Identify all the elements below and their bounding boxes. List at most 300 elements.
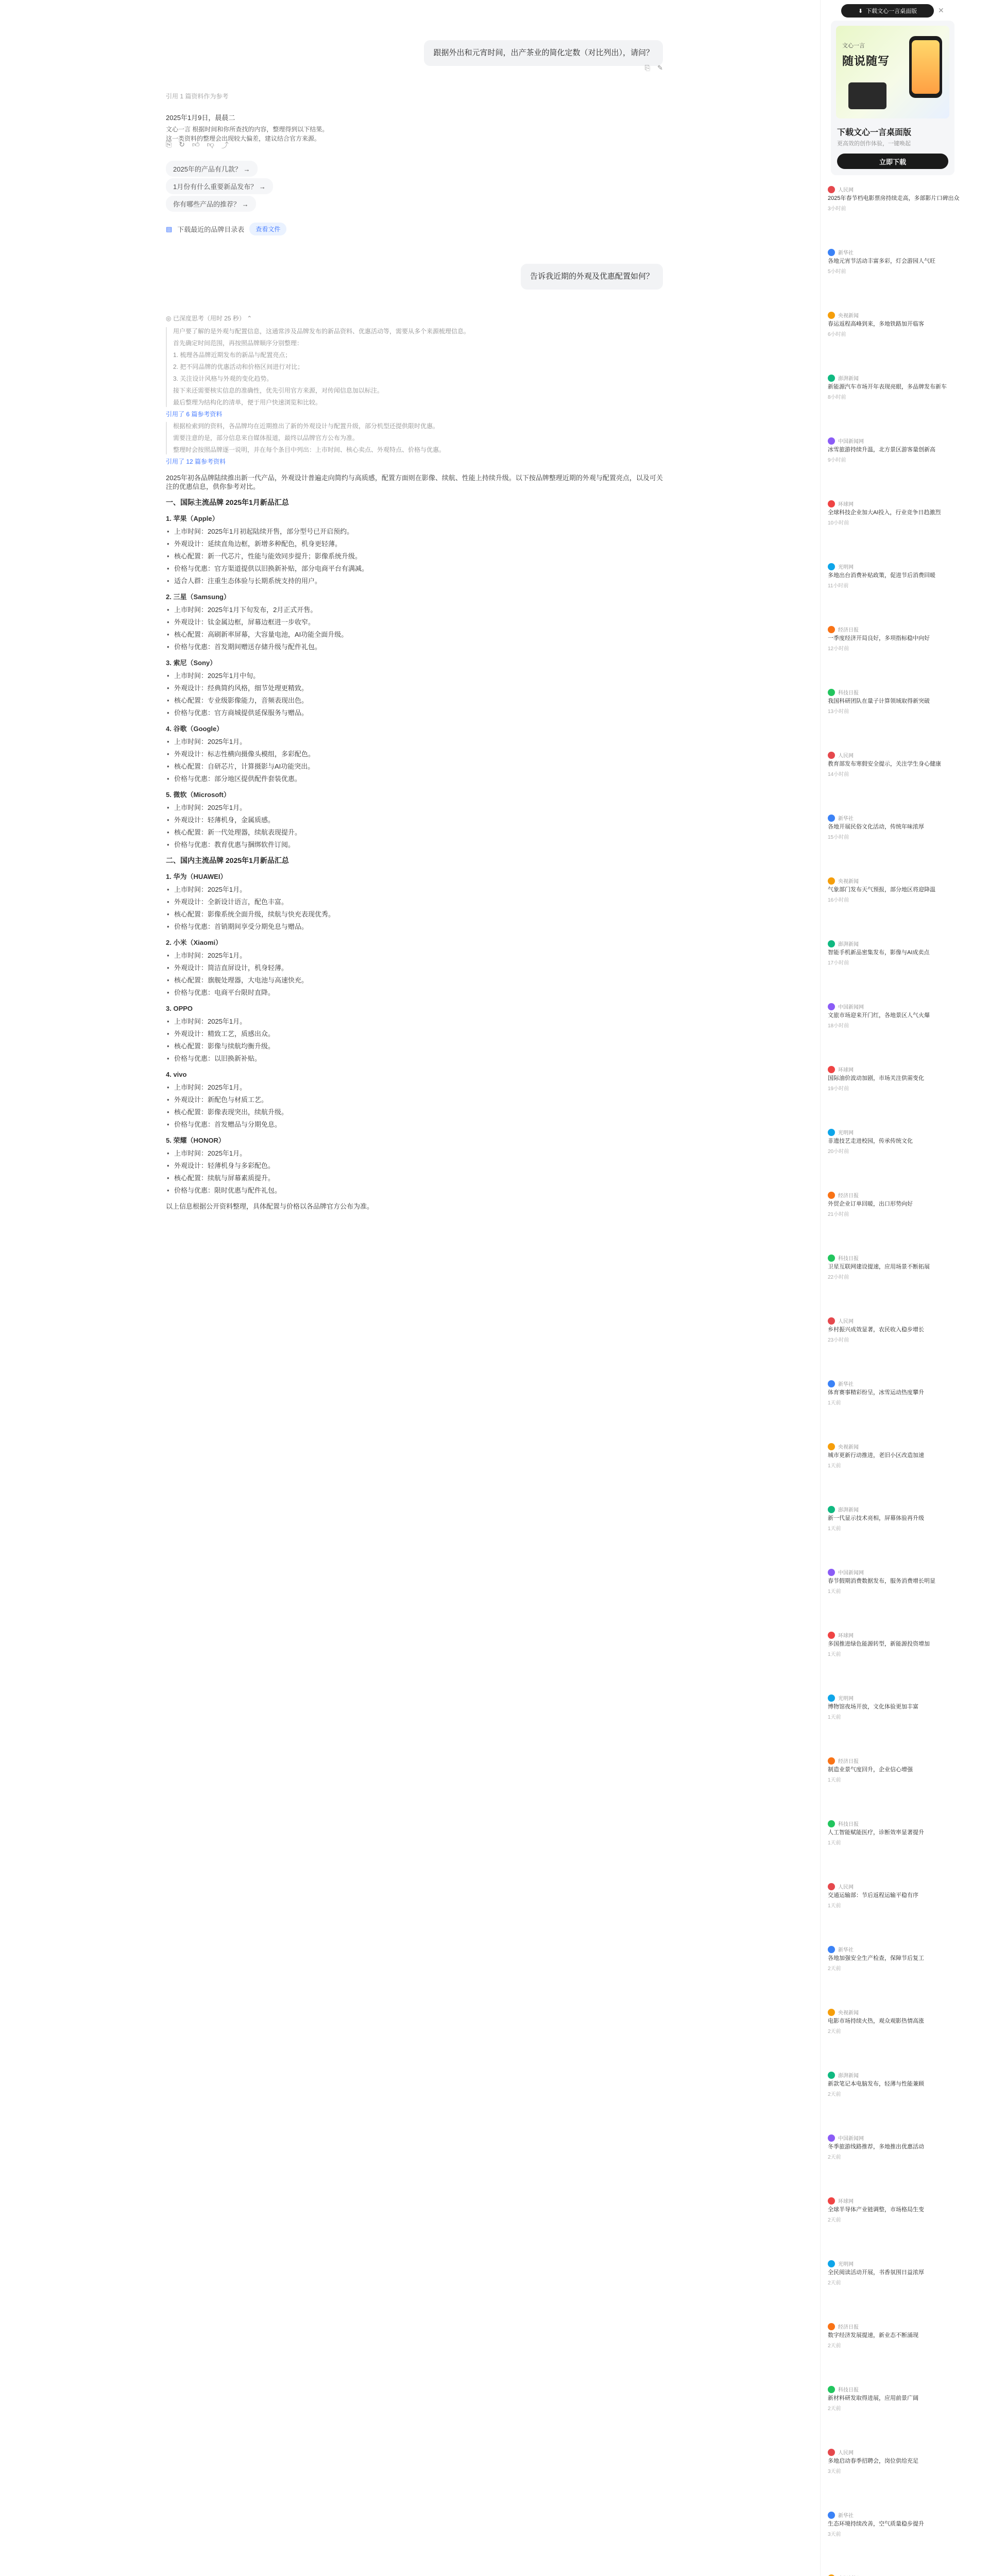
news-source xyxy=(828,877,982,885)
news-source-name: 央视新闻 xyxy=(838,2010,859,2016)
download-icon: ⬇ xyxy=(858,8,863,14)
news-title[interactable]: 外贸企业订单回暖，出口形势向好 xyxy=(828,1201,913,1207)
news-title[interactable]: 全民阅读活动开展，书香氛围日益浓厚 xyxy=(828,2269,924,2276)
news-source-name: 人民网 xyxy=(838,188,854,193)
news-time: 18小时前 xyxy=(828,1023,849,1029)
news-item[interactable] xyxy=(828,1443,982,1469)
download-desktop-button[interactable] xyxy=(841,4,934,18)
promo-art-small: 文心一言 xyxy=(842,43,865,49)
brand-title: 4. 谷歌（Google） xyxy=(166,725,224,733)
news-title[interactable]: 春节假期消费数据发布，服务消费增长明显 xyxy=(828,1578,935,1584)
news-item[interactable] xyxy=(828,500,982,526)
news-time: 10小时前 xyxy=(828,520,849,526)
edit-icon[interactable]: ✎ xyxy=(657,64,663,72)
news-title[interactable]: 春运返程高峰到来，多地铁路加开临客 xyxy=(828,321,924,327)
source-logo-icon xyxy=(828,2386,835,2393)
source-logo-icon xyxy=(828,815,835,822)
news-feed-pane xyxy=(820,0,989,2576)
news-title[interactable]: 新一代显示技术亮相，屏幕体验再升级 xyxy=(828,1515,924,1521)
news-time: 1天前 xyxy=(828,1652,841,1657)
news-time: 1天前 xyxy=(828,1589,841,1595)
suggestion-chip[interactable]: 2025年的产品有几款？ → xyxy=(166,161,258,177)
news-title[interactable]: 乡村振兴成效显著，农民收入稳步增长 xyxy=(828,1327,924,1333)
news-source xyxy=(828,625,982,633)
news-source-name: 经济日报 xyxy=(838,628,859,633)
news-source xyxy=(828,2574,982,2576)
news-item[interactable] xyxy=(828,2134,982,2160)
news-title[interactable]: 多地启动春季招聘会，岗位供给充足 xyxy=(828,2458,918,2464)
news-item[interactable] xyxy=(828,2197,982,2223)
news-source xyxy=(828,248,982,256)
source-logo-icon xyxy=(828,563,835,570)
source-logo-icon xyxy=(828,626,835,633)
source-logo-icon xyxy=(828,2260,835,2267)
brand-detail-item: • 价格与优惠：官方渠道提供以旧换新补贴，部分电商平台有满减。 xyxy=(166,564,663,573)
news-time: 13小时前 xyxy=(828,709,849,715)
news-item[interactable] xyxy=(828,1505,982,1532)
news-source-name: 人民网 xyxy=(838,1319,854,1325)
news-source-name: 光明网 xyxy=(838,1130,854,1136)
think-paragraph: 接下来还需要核实信息的准确性，优先引用官方来源，对传闻信息加以标注。 xyxy=(173,387,384,394)
news-item[interactable] xyxy=(828,2071,982,2097)
news-source-name: 新华社 xyxy=(838,1382,854,1387)
assistant-answer xyxy=(166,314,663,1215)
think-paragraph: 首先确定时间范围，再按照品牌顺序分别整理： xyxy=(173,340,303,347)
news-time: 19小时前 xyxy=(828,1086,849,1092)
news-title[interactable]: 各地开展民俗文化活动，传统年味浓厚 xyxy=(828,824,924,830)
news-time: 15小时前 xyxy=(828,835,849,840)
news-source xyxy=(828,1003,982,1010)
source-logo-icon xyxy=(828,1883,835,1890)
source-logo-icon xyxy=(828,1632,835,1639)
reference-link[interactable]: 引用了 6 篇参考资料 xyxy=(166,411,223,418)
news-source xyxy=(828,1631,982,1639)
source-logo-icon xyxy=(828,2134,835,2142)
source-logo-icon xyxy=(828,2323,835,2330)
news-item[interactable] xyxy=(828,1883,982,1909)
news-time: 2天前 xyxy=(828,2155,841,2160)
news-source-name: 澎湃新闻 xyxy=(838,376,859,382)
source-logo-icon xyxy=(828,877,835,885)
news-source xyxy=(828,2260,982,2267)
news-time: 23小时前 xyxy=(828,1337,849,1343)
news-source xyxy=(828,2008,982,2016)
news-time: 2天前 xyxy=(828,2406,841,2412)
news-item[interactable] xyxy=(828,1631,982,1657)
news-source-name: 新华社 xyxy=(838,816,854,822)
brand-detail-item: • 核心配置：影像系统全面升级，续航与快充表现优秀。 xyxy=(166,910,663,919)
news-item[interactable] xyxy=(828,940,982,966)
news-time: 2天前 xyxy=(828,2343,841,2349)
news-source xyxy=(828,940,982,947)
news-item[interactable] xyxy=(828,1820,982,1846)
news-title[interactable]: 博物馆夜场开放，文化体验更加丰富 xyxy=(828,1704,918,1710)
copy-icon[interactable]: ⎘ xyxy=(644,64,651,72)
brand-list xyxy=(166,872,663,1195)
brand-detail-item: • 价格与优惠：限时优惠与配件礼包。 xyxy=(166,1186,663,1195)
news-title[interactable]: 全球科技企业加大AI投入，行业竞争日趋激烈 xyxy=(828,510,941,516)
news-time: 1天前 xyxy=(828,1840,841,1846)
reference-link[interactable]: 引用了 12 篇参考资料 xyxy=(166,458,226,465)
promo-card[interactable] xyxy=(831,21,954,175)
news-item[interactable] xyxy=(828,814,982,840)
news-source xyxy=(828,2448,982,2456)
news-time: 3小时前 xyxy=(828,206,846,212)
source-logo-icon xyxy=(828,1443,835,1450)
source-logo-icon xyxy=(828,249,835,256)
news-source xyxy=(828,437,982,445)
brand-detail-item: • 外观设计：经典简约风格，细节处理更精致。 xyxy=(166,684,663,692)
news-item[interactable] xyxy=(828,688,982,715)
view-file-button[interactable]: 查看文件 xyxy=(249,223,286,235)
news-source-name: 科技日报 xyxy=(838,690,859,696)
news-source-name: 光明网 xyxy=(838,2262,854,2267)
news-time: 2天前 xyxy=(828,2280,841,2286)
news-item[interactable] xyxy=(828,563,982,589)
brand-title: 2. 三星（Samsung） xyxy=(166,593,230,601)
news-time: 1天前 xyxy=(828,1903,841,1909)
news-title[interactable]: 多地出台消费补贴政策，促进节后消费回暖 xyxy=(828,572,935,579)
answer-intro: 2025年初各品牌陆续推出新一代产品，外观设计普遍走向简约与高质感，配置方面则在影像、续航、性能上持续升级。以下按品牌整理近期的外观与配置亮点，以及可关注的优惠信息，供你参考对比。 xyxy=(166,474,663,490)
news-source xyxy=(828,2385,982,2393)
brand-detail-item: • 核心配置：新一代处理器，续航表现提升。 xyxy=(166,828,663,837)
think-paragraph: 最后整理为结构化的清单，便于用户快速浏览和比较。 xyxy=(173,399,322,406)
news-source-name: 环球网 xyxy=(838,1067,854,1073)
brand-detail-item: • 价格与优惠：官方商城提供延保服务与赠品。 xyxy=(166,708,663,717)
news-source xyxy=(828,1380,982,1387)
news-title[interactable]: 我国科研团队在量子计算领域取得新突破 xyxy=(828,698,930,704)
brand-title: 1. 华为（HUAWEI） xyxy=(166,873,227,880)
news-source xyxy=(828,1568,982,1576)
news-time: 12小时前 xyxy=(828,646,849,652)
suggestion-text: 你有哪些产品的推荐？ xyxy=(173,200,241,208)
news-source-name: 光明网 xyxy=(838,565,854,570)
section-title: 一、国际主流品牌 2025年1月新品汇总 xyxy=(166,498,289,506)
brand-detail-item: • 上市时间：2025年1月。 xyxy=(166,803,663,812)
news-item[interactable] xyxy=(828,1757,982,1783)
download-label: 下载最近的品牌目录表 xyxy=(177,226,245,233)
news-title[interactable]: 新材料研发取得进展，应用前景广阔 xyxy=(828,2395,918,2401)
promo-title: 下载文心一言桌面版 xyxy=(837,128,912,137)
think-toggle[interactable] xyxy=(166,314,663,323)
news-source-name: 新华社 xyxy=(838,2513,854,2519)
thumb-up-icon[interactable]: 👍︎ xyxy=(192,140,200,148)
news-source-name: 经济日报 xyxy=(838,1759,859,1765)
news-title[interactable]: 文旅市场迎来开门红，各地景区人气火爆 xyxy=(828,1012,930,1019)
source-logo-icon xyxy=(828,375,835,382)
news-item[interactable] xyxy=(828,1945,982,1972)
news-time: 8小时前 xyxy=(828,395,846,400)
news-item[interactable] xyxy=(828,1003,982,1029)
close-icon[interactable]: ✕ xyxy=(938,6,944,14)
news-item[interactable] xyxy=(828,2260,982,2286)
news-title[interactable]: 新款笔记本电脑发布，轻薄与性能兼顾 xyxy=(828,2081,924,2087)
news-source-name: 人民网 xyxy=(838,2450,854,2456)
news-title[interactable]: 智能手机新品密集发布，影像与AI成卖点 xyxy=(828,950,930,956)
news-title[interactable]: 制造业景气度回升，企业信心增强 xyxy=(828,1767,913,1773)
source-logo-icon xyxy=(828,1003,835,1010)
brand-detail-item: • 外观设计：延续直角边框，新增多种配色，机身更轻薄。 xyxy=(166,539,663,548)
brain-icon: ◎ xyxy=(166,315,172,322)
news-source xyxy=(828,2511,982,2519)
news-source xyxy=(828,1505,982,1513)
news-source-name: 科技日报 xyxy=(838,1822,859,1827)
news-source xyxy=(828,1820,982,1827)
news-source xyxy=(828,1128,982,1136)
brand-detail-item: • 价格与优惠：首发赠品与分期免息。 xyxy=(166,1120,663,1129)
news-time: 2天前 xyxy=(828,2217,841,2223)
brand-detail-item: • 上市时间：2025年1月初起陆续开售，部分型号已开启预约。 xyxy=(166,527,663,536)
news-title[interactable]: 人工智能赋能医疗，诊断效率显著提升 xyxy=(828,1829,924,1836)
news-item[interactable] xyxy=(828,1317,982,1343)
news-title[interactable]: 教育部发布寒假安全提示，关注学生身心健康 xyxy=(828,761,941,767)
user-message-2[interactable] xyxy=(521,264,663,290)
source-logo-icon xyxy=(828,940,835,947)
brand-detail-item: • 外观设计：全新设计语言，配色丰富。 xyxy=(166,897,663,906)
brand-detail-item: • 价格与优惠：以旧换新补贴。 xyxy=(166,1054,663,1063)
news-source xyxy=(828,2197,982,2205)
news-item[interactable] xyxy=(828,1191,982,1217)
news-item[interactable] xyxy=(828,2385,982,2412)
news-source-name: 央视新闻 xyxy=(838,313,859,319)
news-title[interactable]: 气象部门发布天气预报，部分地区将迎降温 xyxy=(828,887,935,893)
brand-detail-item: • 适合人群：注重生态体验与长期系统支持的用户。 xyxy=(166,577,663,585)
news-source xyxy=(828,1254,982,1262)
news-source xyxy=(828,2323,982,2330)
news-item[interactable] xyxy=(828,2323,982,2349)
news-source-name: 科技日报 xyxy=(838,2387,859,2393)
copy-icon[interactable]: ⎘ xyxy=(166,140,172,148)
brand-detail-item: • 外观设计：轻薄机身与多彩配色。 xyxy=(166,1161,663,1170)
news-title[interactable]: 2025年春节档电影票房持续走高，多部影片口碑出众 xyxy=(828,195,960,201)
news-item[interactable] xyxy=(828,248,982,275)
news-time: 14小时前 xyxy=(828,772,849,777)
brand-list xyxy=(166,514,663,849)
news-title[interactable]: 全球半导体产业链调整，市场格局生变 xyxy=(828,2207,924,2213)
think-block xyxy=(166,422,663,454)
news-source-name: 中国新闻网 xyxy=(838,2136,864,2142)
source-logo-icon xyxy=(828,2512,835,2519)
news-item[interactable] xyxy=(828,437,982,463)
user-message-ops xyxy=(645,64,663,72)
brand-title: 1. 苹果（Apple） xyxy=(166,515,219,522)
news-item[interactable] xyxy=(828,1065,982,1092)
news-source-name: 澎湃新闻 xyxy=(838,1507,859,1513)
brand-detail-item: • 价格与优惠：首发期间赠送存储升级与配件礼包。 xyxy=(166,642,663,651)
news-title[interactable]: 各地元宵节活动丰富多彩，灯会游园人气旺 xyxy=(828,258,935,264)
news-source xyxy=(828,311,982,319)
news-item[interactable] xyxy=(828,1694,982,1720)
news-source xyxy=(828,1191,982,1199)
brand-detail-item: • 上市时间：2025年1月。 xyxy=(166,1149,663,1158)
news-source xyxy=(828,751,982,759)
brand-detail-item: • 核心配置：自研芯片，计算摄影与AI功能突出。 xyxy=(166,762,663,771)
source-logo-icon xyxy=(828,1946,835,1953)
brand-title: 3. OPPO xyxy=(166,1005,193,1012)
news-source-name: 经济日报 xyxy=(838,2325,859,2330)
download-row xyxy=(166,223,286,235)
news-time: 16小时前 xyxy=(828,897,849,903)
brand-title: 4. vivo xyxy=(166,1071,187,1078)
source-logo-icon xyxy=(828,2009,835,2016)
news-title[interactable]: 冬季旅游线路推荐，多地推出优惠活动 xyxy=(828,2144,924,2150)
news-source xyxy=(828,688,982,696)
news-time: 1天前 xyxy=(828,1400,841,1406)
news-title[interactable]: 各地加强安全生产检查，保障节后复工 xyxy=(828,1955,924,1961)
think-paragraph: 1. 梳理各品牌近期发布的新品与配置亮点； xyxy=(173,351,292,359)
news-item[interactable] xyxy=(828,1568,982,1595)
brand-detail-item: • 外观设计：钛金属边框，屏幕边框进一步收窄。 xyxy=(166,618,663,626)
news-item[interactable] xyxy=(828,625,982,652)
brand-detail-item: • 上市时间：2025年1月。 xyxy=(166,1017,663,1026)
think-paragraph: 根据检索到的资料，各品牌均在近期推出了新的外观设计与配置升级，部分机型还提供限时优惠。 xyxy=(173,422,439,430)
promo-subtitle: 更高效的创作体验，一键唤起 xyxy=(837,141,911,147)
section-title: 二、国内主流品牌 2025年1月新品汇总 xyxy=(166,856,289,865)
brand-detail-item: • 核心配置：专业级影像能力，音频表现出色。 xyxy=(166,696,663,705)
brand-detail-item: • 外观设计：新配色与材质工艺。 xyxy=(166,1095,663,1104)
answer-line: 文心一言 根据时间和你所查找的内容，整理得到以下结果。 xyxy=(166,126,329,133)
brand-title: 2. 小米（Xiaomi） xyxy=(166,939,223,946)
brand-detail-item: • 外观设计：精致工艺，质感出众。 xyxy=(166,1029,663,1038)
brand-detail-item: • 核心配置：旗舰处理器，大电池与高速快充。 xyxy=(166,976,663,985)
news-source-name: 光明网 xyxy=(838,1696,854,1702)
promo-art-title: 随说随写 xyxy=(842,55,890,67)
share-icon[interactable]: ⤴ xyxy=(221,141,229,149)
refresh-icon[interactable]: ↻ xyxy=(179,140,185,148)
news-title[interactable]: 交通运输部：节后返程运输平稳有序 xyxy=(828,1892,918,1899)
news-item[interactable] xyxy=(828,1380,982,1406)
news-source xyxy=(828,374,982,382)
news-time: 1天前 xyxy=(828,1715,841,1720)
news-item[interactable] xyxy=(828,185,982,212)
brand-detail-item: • 价格与优惠：教育优惠与捆绑软件订阅。 xyxy=(166,840,663,849)
news-time: 1天前 xyxy=(828,1463,841,1469)
news-title[interactable]: 卫星互联网建设提速，应用场景不断拓展 xyxy=(828,1264,930,1270)
source-logo-icon xyxy=(828,2072,835,2079)
source-logo-icon xyxy=(828,500,835,507)
news-time: 5小时前 xyxy=(828,269,846,275)
thumb-down-icon[interactable]: 👎︎ xyxy=(207,140,214,148)
news-item[interactable] xyxy=(828,374,982,400)
news-item[interactable] xyxy=(828,2448,982,2475)
news-source-name: 环球网 xyxy=(838,1633,854,1639)
news-item[interactable] xyxy=(828,877,982,903)
news-source-name: 澎湃新闻 xyxy=(838,2073,859,2079)
news-source-name: 环球网 xyxy=(838,2199,854,2205)
news-source xyxy=(828,563,982,570)
news-source xyxy=(828,1443,982,1450)
news-time: 3天前 xyxy=(828,2469,841,2475)
news-title[interactable]: 新能源汽车市场开年表现亮眼，多品牌发布新车 xyxy=(828,384,947,390)
source-logo-icon xyxy=(828,1066,835,1073)
source-logo-icon xyxy=(828,1129,835,1136)
reference-count[interactable]: 引用 1 篇资料作为参考 xyxy=(166,93,229,100)
news-title[interactable]: 非遗技艺走进校园，传承传统文化 xyxy=(828,1138,913,1144)
brand-detail-item: • 上市时间：2025年1月。 xyxy=(166,885,663,894)
source-logo-icon xyxy=(828,1317,835,1325)
download-desktop-label: 下载文心一言桌面版 xyxy=(866,8,917,14)
news-title[interactable]: 国际油价波动加剧，市场关注供需变化 xyxy=(828,1075,924,1081)
news-source-name: 经济日报 xyxy=(838,1193,859,1199)
news-title[interactable]: 一季度经济开局良好，多项指标稳中向好 xyxy=(828,635,930,641)
news-item[interactable] xyxy=(828,311,982,337)
source-logo-icon xyxy=(828,437,835,445)
news-source xyxy=(828,1945,982,1953)
user-message-1[interactable] xyxy=(424,40,663,66)
news-item[interactable] xyxy=(828,1254,982,1280)
brand-detail-item: • 核心配置：高刷新率屏幕，大容量电池，AI功能全面升级。 xyxy=(166,630,663,639)
source-logo-icon xyxy=(828,2197,835,2205)
think-paragraph: 整理时会按照品牌逐一说明，并在每个条目中列出：上市时间、核心卖点、外观特点、价格与优惠。 xyxy=(173,446,446,453)
news-source-name xyxy=(838,2574,859,2576)
source-logo-icon xyxy=(828,1380,835,1387)
news-item[interactable] xyxy=(828,751,982,777)
news-title[interactable]: 数字经济发展提速，新业态不断涌现 xyxy=(828,2332,918,2338)
news-time: 1天前 xyxy=(828,1777,841,1783)
news-title[interactable]: 多国推进绿色能源转型，新能源投资增加 xyxy=(828,1641,930,1647)
suggestion-chip[interactable]: 1月份有什么重要新品发布？ → xyxy=(166,178,273,194)
news-item[interactable] xyxy=(828,2511,982,2537)
answer-line: 这一类资料的整理会出现较大偏差，建议结合官方来源。 xyxy=(166,135,321,142)
answer-actions xyxy=(166,140,229,150)
news-time: 2天前 xyxy=(828,2029,841,2035)
suggestion-text: 2025年的产品有几款？ xyxy=(173,165,242,173)
news-source-name: 央视新闻 xyxy=(838,1445,859,1450)
news-time: 11小时前 xyxy=(828,583,849,589)
brand-detail-item: • 核心配置：影像与续航均衡升级。 xyxy=(166,1042,663,1050)
brand-detail-item: • 上市时间：2025年1月。 xyxy=(166,1083,663,1092)
news-title[interactable]: 冰雪旅游持续升温，北方景区游客量创新高 xyxy=(828,447,935,453)
suggestion-text: 1月份有什么重要新品发布？ xyxy=(173,183,258,191)
news-time: 20小时前 xyxy=(828,1149,849,1155)
brand-detail-item: • 核心配置：新一代芯片，性能与能效同步提升；影像系统升级。 xyxy=(166,552,663,561)
user-message-text: 告诉我近期的外观及优惠配置如何？ xyxy=(530,272,654,281)
brand-detail-item: • 外观设计：简洁直屏设计，机身轻薄。 xyxy=(166,963,663,972)
brand-detail-item: • 价格与优惠：电商平台限时直降。 xyxy=(166,988,663,997)
user-message-text: 跟据外出和元宵时间，出产茶业的简化定数（对比列出），请问？ xyxy=(433,48,654,57)
source-logo-icon xyxy=(828,1255,835,1262)
news-item[interactable] xyxy=(828,2008,982,2035)
promo-illustration xyxy=(836,26,949,118)
news-source-name: 人民网 xyxy=(838,1885,854,1890)
brand-detail-item: • 核心配置：续航与屏幕素质提升。 xyxy=(166,1174,663,1182)
news-title[interactable]: 生态环境持续改善，空气质量稳步提升 xyxy=(828,2521,924,2527)
brand-detail-item: • 上市时间：2025年1月下旬发布，2月正式开售。 xyxy=(166,605,663,614)
news-source-name: 人民网 xyxy=(838,753,854,759)
news-title[interactable]: 电影市场持续火热，观众观影热情高涨 xyxy=(828,2018,924,2024)
laptop-illustration xyxy=(848,82,886,109)
news-source-name: 中国新闻网 xyxy=(838,1570,864,1576)
brand-title: 5. 荣耀（HONOR） xyxy=(166,1137,225,1144)
brand-title: 5. 微软（Microsoft） xyxy=(166,791,230,799)
news-source xyxy=(828,1694,982,1702)
news-item[interactable] xyxy=(828,2574,982,2576)
news-title[interactable]: 体育赛事精彩纷呈，冰雪运动热度攀升 xyxy=(828,1389,924,1396)
news-time: 17小时前 xyxy=(828,960,849,966)
source-logo-icon xyxy=(828,2574,835,2576)
brand-detail-item: • 价格与优惠：首销期间享受分期免息与赠品。 xyxy=(166,922,663,931)
news-source-name: 新华社 xyxy=(838,1947,854,1953)
suggestion-chip[interactable]: 你有哪些产品的推荐？ → xyxy=(166,196,256,212)
source-logo-icon xyxy=(828,1569,835,1576)
news-source-name: 科技日报 xyxy=(838,1256,859,1262)
news-source xyxy=(828,2071,982,2079)
news-title[interactable]: 城市更新行动推进，老旧小区改造加速 xyxy=(828,1452,924,1459)
news-source-name: 澎湃新闻 xyxy=(838,942,859,947)
promo-download-button[interactable]: 立即下载 xyxy=(837,154,948,169)
source-logo-icon xyxy=(828,1506,835,1513)
news-item[interactable] xyxy=(828,1128,982,1155)
